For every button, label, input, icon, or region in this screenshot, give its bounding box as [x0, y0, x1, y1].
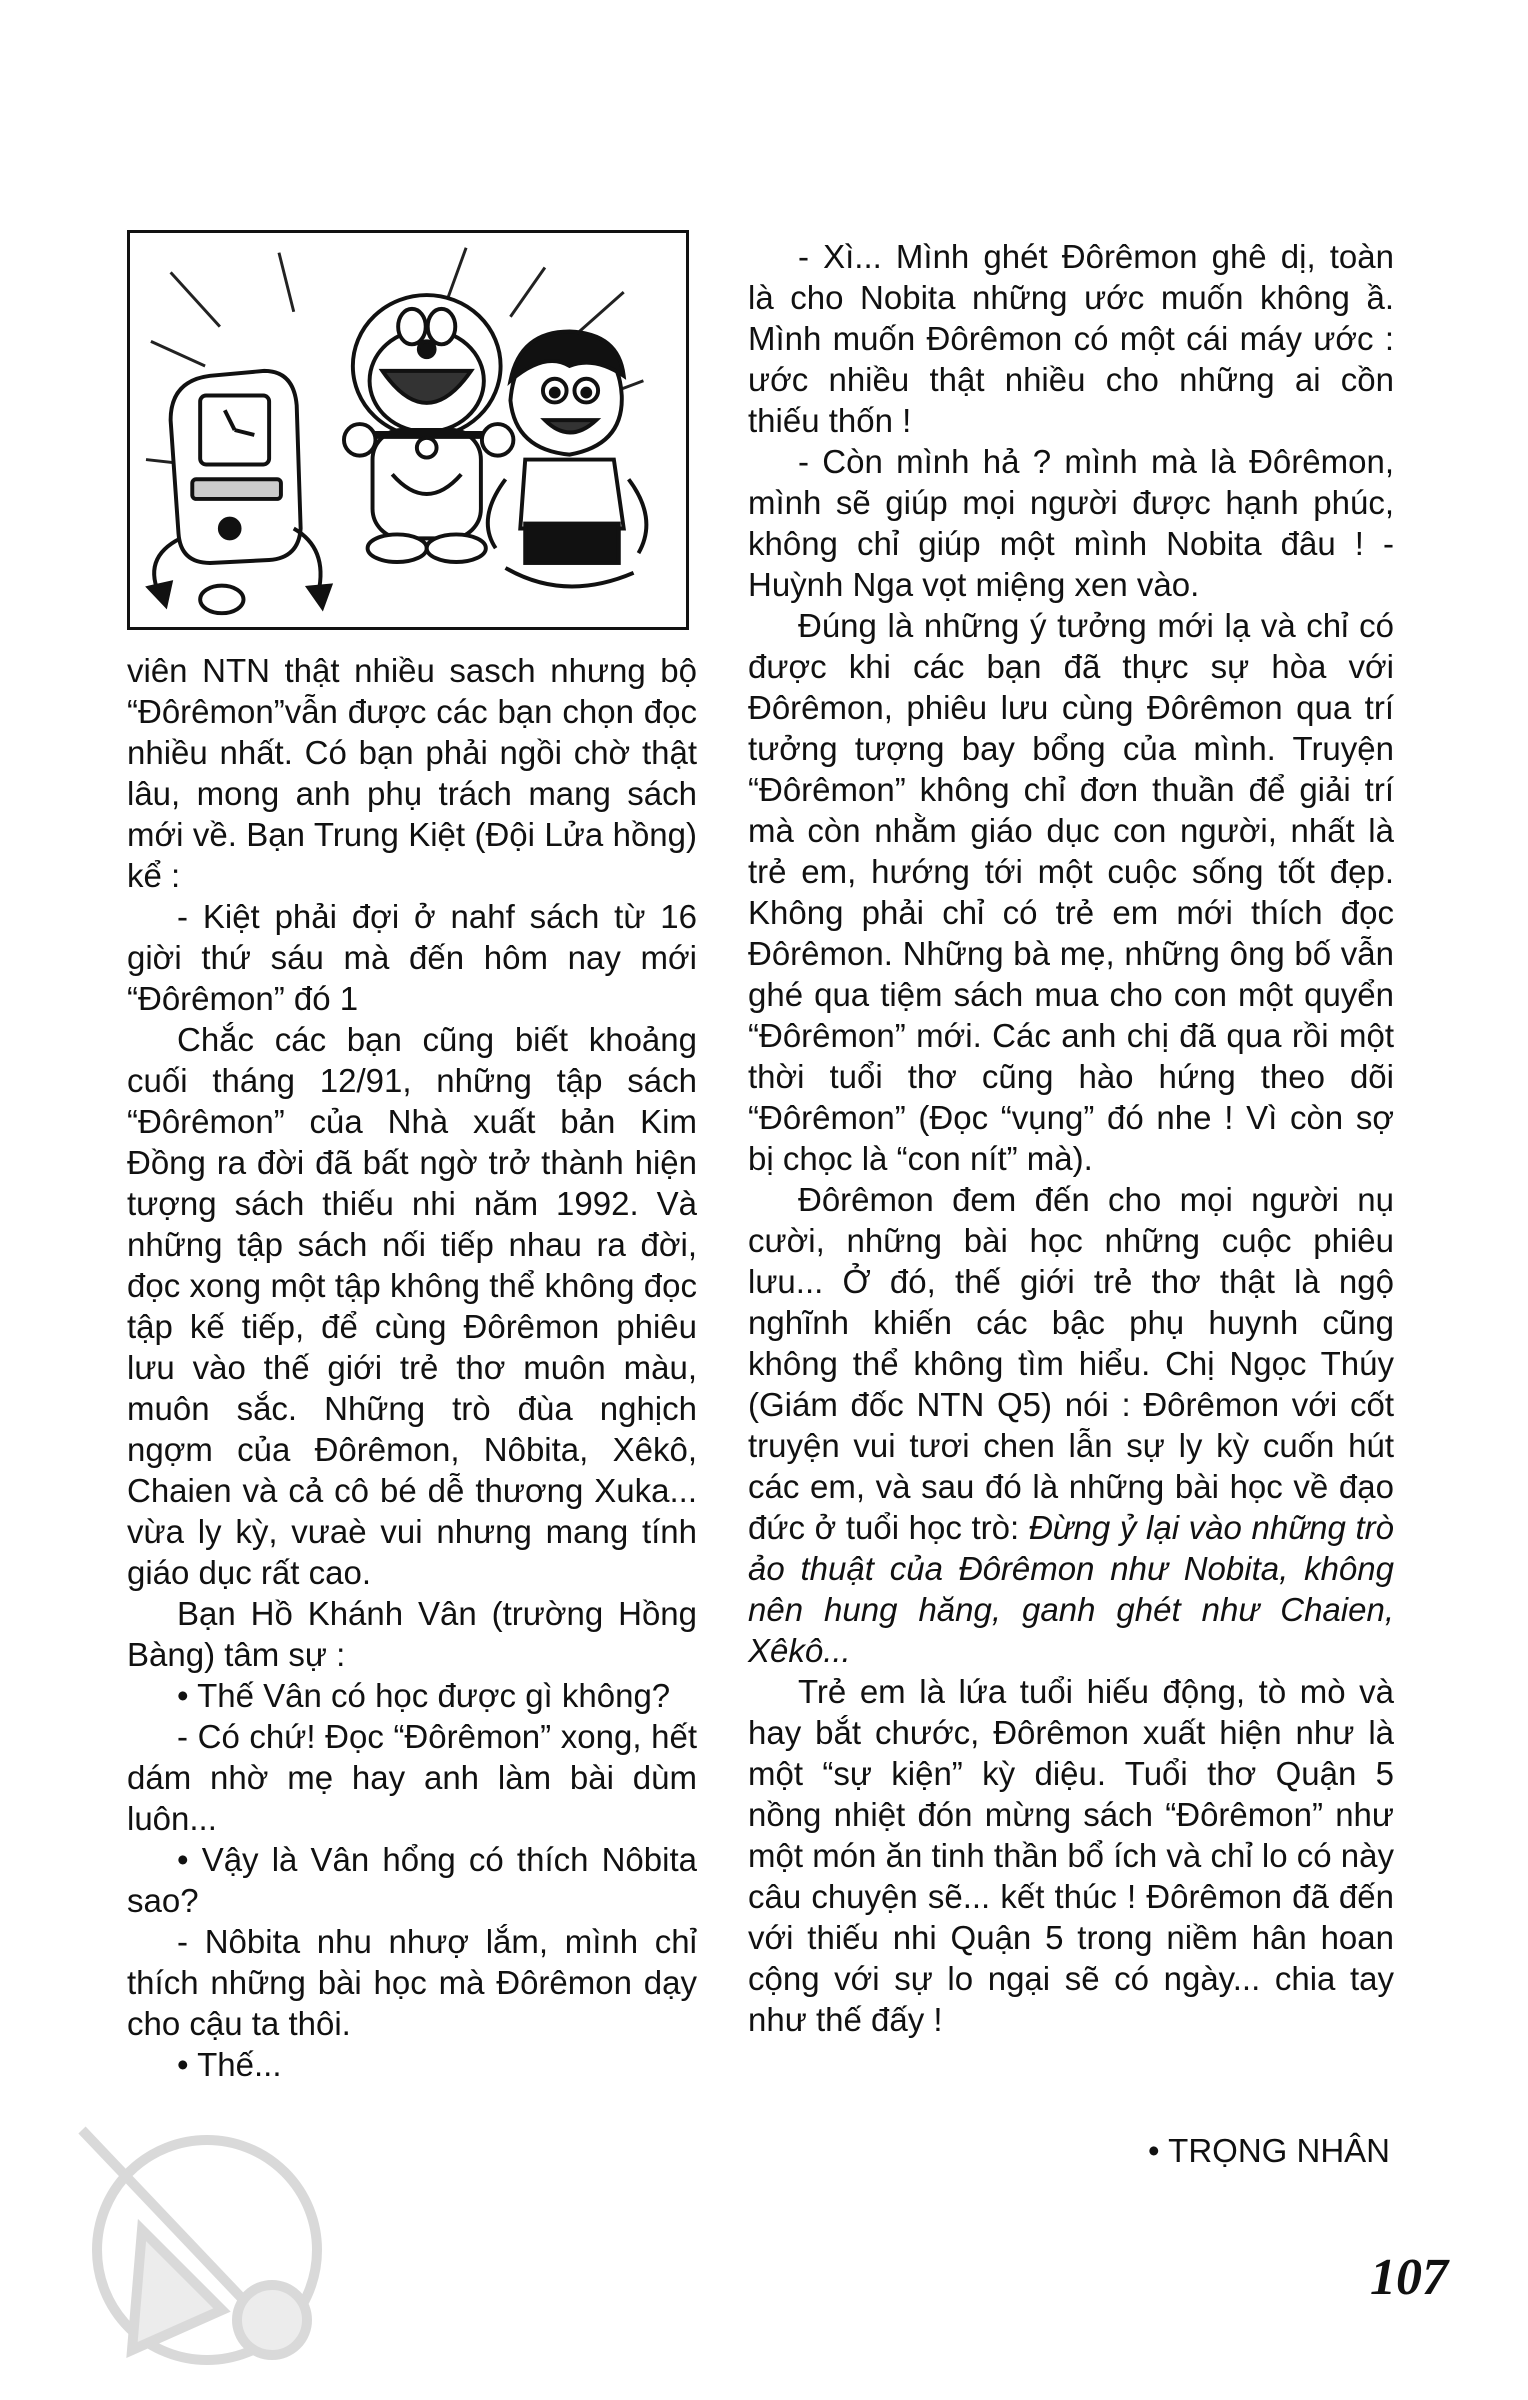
right-column: [748, 236, 1394, 2040]
paragraph: viên NTN thật nhiều sasch nhưng bộ “Đôrêmon”vẫn được các bạn chọn đọc nhiều nhất. Có bạn phải ngồi chờ thật lâu, mong anh phụ trách mang sách mới về. Bạn Trung Kiệt (Đội Lửa hồng) kể :: [127, 652, 697, 894]
paragraph: [748, 1179, 1394, 1671]
paragraph: - Có chứ! Đọc “Đôrêmon” xong, hết dám nhờ mẹ hay anh làm bài dùm luôn...: [127, 1718, 697, 1837]
paragraph: Trẻ em là lứa tuổi hiếu động, tò mò và hay bắt chước, Đôrêmon xuất hiện như là một “sự kiện” kỳ diệu. Tuổi thơ Quận 5 nồng nhiệt đón mừng sách “Đôrêmon” như một món ăn tinh thần bổ ích và chỉ lo có này câu chuyện sẽ... kết thúc ! Đôrêmon đã đến với thiếu nhi Quận 5 trong niềm hân hoan cộng với sự lo ngại sẽ có ngày... chia tay như thế đấy !: [748, 1673, 1394, 2038]
paragraph: • Vậy là Vân hổng có thích Nôbita sao?: [127, 1841, 697, 1919]
page-number: 107: [1370, 2249, 1448, 2306]
paragraph: Chắc các bạn cũng biết khoảng cuối tháng 12/91, những tập sách “Đôrêmon” của Nhà xuất bản Kim Đồng ra đời đã bất ngờ trở thành hiện tượng sách thiếu nhi năm 1992. Và những tập sách nối tiếp nhau ra đời, đọc xong một tập không thể không đọc tập kế tiếp, để cùng Đôrêmon phiêu lưu vào thế giới trẻ thơ muôn màu, muôn sắc. Những trò đùa nghịch ngợm của Đôrêmon, Nôbita, Xêkô, Chaien và cả cô bé dễ thương Xuka... vừa ly kỳ, vưaè vui nhưng mang tính giáo dục rất cao.: [127, 1021, 697, 1591]
author-byline: • TRỌNG NHÂN: [1148, 2132, 1390, 2169]
paragraph: Bạn Hồ Khánh Vân (trường Hồng Bàng) tâm sự :: [127, 1595, 697, 1673]
paragraph-text: Đôrêmon đem đến cho mọi người nụ cười, những bài học những cuộc phiêu lưu... Ở đó, thế giới trẻ thơ thật là ngộ nghĩnh khiến các bậc phụ huynh cũng không thể không tìm hiểu. Chị Ngọc Thúy (Giám đốc NTN Q5) nói : Đôrêmon với cốt truyện vui tươi chen lẫn sự ly kỳ cuốn hút các em, và sau đó là những bài học về đạo đức ở tuổi học trò:: [748, 1181, 1394, 1546]
doraemon-watermark-icon: [72, 2110, 342, 2380]
paragraph: - Còn mình hả ? mình mà là Đôrêmon, mình sẽ giúp mọi người được hạnh phúc, không chỉ giúp một mình Nobita đâu ! - Huỳnh Nga vọt miệng xen vào.: [748, 443, 1394, 603]
doraemon-nobita-illustration: [127, 230, 689, 630]
paragraph: - Nôbita nhu nhượ lắm, mình chỉ thích những bài học mà Đôrêmon dạy cho cậu ta thôi.: [127, 1923, 697, 2042]
paragraph: - Kiệt phải đợi ở nahf sách từ 16 giời thứ sáu mà đến hôm nay mới “Đôrêmon” đó 1: [127, 898, 697, 1017]
paragraph: Đúng là những ý tưởng mới lạ và chỉ có được khi các bạn đã thực sự hòa với Đôrêmon, phiêu lưu cùng Đôrêmon qua trí tưởng tượng bay bổng của mình. Truyện “Đôrêmon” không chỉ đơn thuần để giải trí mà còn nhằm giáo dục con người, nhất là trẻ em, hướng tới một cuộc sống tốt đẹp. Không phải chỉ có trẻ em mới thích đọc Đôrêmon. Những bà mẹ, những ông bố vẫn ghé qua tiệm sách mua cho con một quyển “Đôrêmon” mới. Các anh chị đã qua rồi một thời tuổi thơ cũng hào hứng theo dõi “Đôrêmon” (Đọc “vụng” đó nhe ! Vì còn sợ bị chọc là “con nít” mà).: [748, 607, 1394, 1177]
paragraph: - Xì... Mình ghét Đôrêmon ghê dị, toàn là cho Nobita những ước muốn không ầ. Mình muốn Đôrêmon có một cái máy ước : ước nhiều thật nhiều cho những ai cồn thiếu thốn !: [748, 238, 1394, 439]
paragraph: • Thế Vân có học được gì không?: [177, 1677, 671, 1714]
paragraph: • Thế...: [177, 2046, 282, 2083]
italic-quote: Đừng ỷ lại vào những trò ảo thuật của Đôrêmon như Nobita, không nên hung hăng, ganh ghét như Chaien, Xêkô...: [748, 1509, 1394, 1669]
left-column: [127, 650, 697, 2085]
